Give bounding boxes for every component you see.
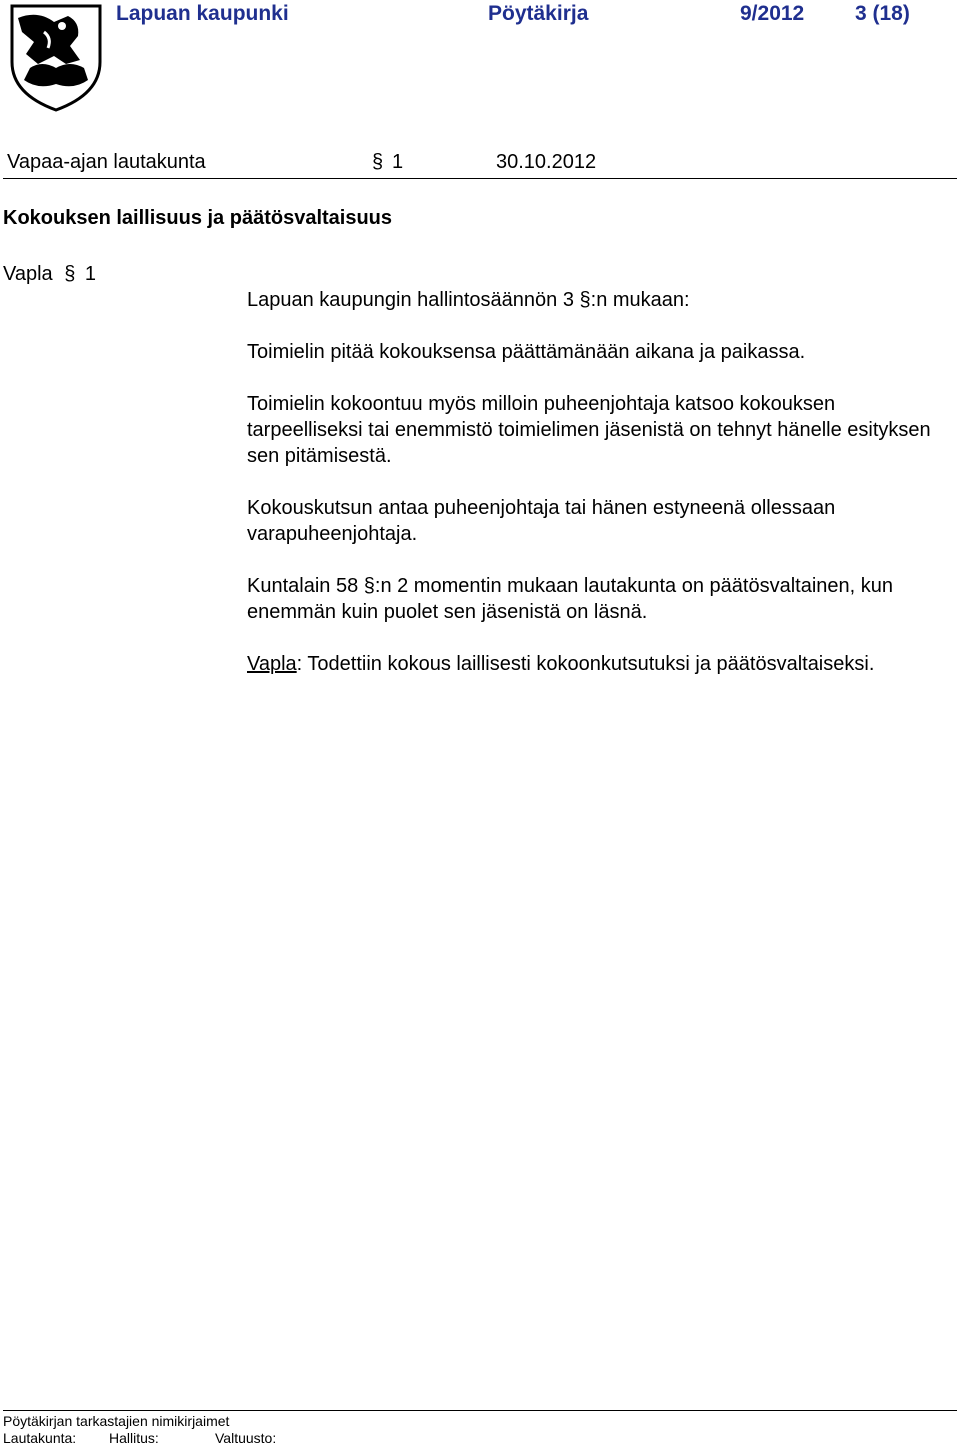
section-symbol: § <box>372 151 384 173</box>
section-ref-symbol: § <box>64 263 76 285</box>
section-number: 1 <box>392 151 404 173</box>
decision-label: Vapla <box>247 653 297 675</box>
paragraph-2: Toimielin pitää kokouksensa päättämänään aikana ja paikassa. <box>247 341 806 363</box>
coat-of-arms-icon <box>8 2 104 112</box>
footer-divider <box>3 1410 957 1411</box>
document-type: Pöytäkirja <box>488 2 589 25</box>
page-number: 3 (18) <box>855 2 910 25</box>
footer-lautakunta: Lautakunta: <box>3 1430 77 1446</box>
paragraph-5: Kuntalain 58 §:n 2 momentin mukaan lautakunta on päätösvaltainen, kun enemmän kuin puolet sen jäsenistä on läsnä. <box>247 575 894 623</box>
committee-name: Vapaa-ajan lautakunta <box>7 151 206 173</box>
city-name: Lapuan kaupunki <box>116 2 289 25</box>
decision-paragraph <box>247 651 947 677</box>
meeting-date: 30.10.2012 <box>496 151 597 173</box>
section-ref-label: Vapla <box>3 263 53 285</box>
decision-text: : Todettiin kokous laillisesti kokoonkutsutuksi ja päätösvaltaiseksi. <box>296 653 875 675</box>
document-number: 9/2012 <box>740 2 805 25</box>
section-symbol-inline: § <box>363 575 375 597</box>
section-symbol-inline: § <box>579 289 591 311</box>
footer-signatures <box>3 1430 276 1446</box>
section-ref-number: 1 <box>84 263 97 285</box>
header-divider <box>3 178 957 179</box>
paragraph-1: Lapuan kaupungin hallintosäännön 3 §:n mukaan: <box>247 289 690 311</box>
page-title: Kokouksen laillisuus ja päätösvaltaisuus <box>3 207 393 229</box>
footer-valtuusto: Valtuusto: <box>215 1430 277 1446</box>
paragraph-3: Toimielin kokoontuu myös milloin puheenjohtaja katsoo kokouksen tarpeelliseksi tai enemmistö toimielimen jäsenistä on tehnyt hänelle esityksen sen pitämisestä. <box>247 393 931 467</box>
footer-title: Pöytäkirjan tarkastajien nimikirjaimet <box>3 1413 230 1429</box>
section-reference <box>3 263 96 286</box>
paragraph-4: Kokouskutsun antaa puheenjohtaja tai hänen estyneenä ollessaan varapuheenjohtaja. <box>247 497 836 545</box>
footer-hallitus: Hallitus: <box>109 1430 159 1446</box>
